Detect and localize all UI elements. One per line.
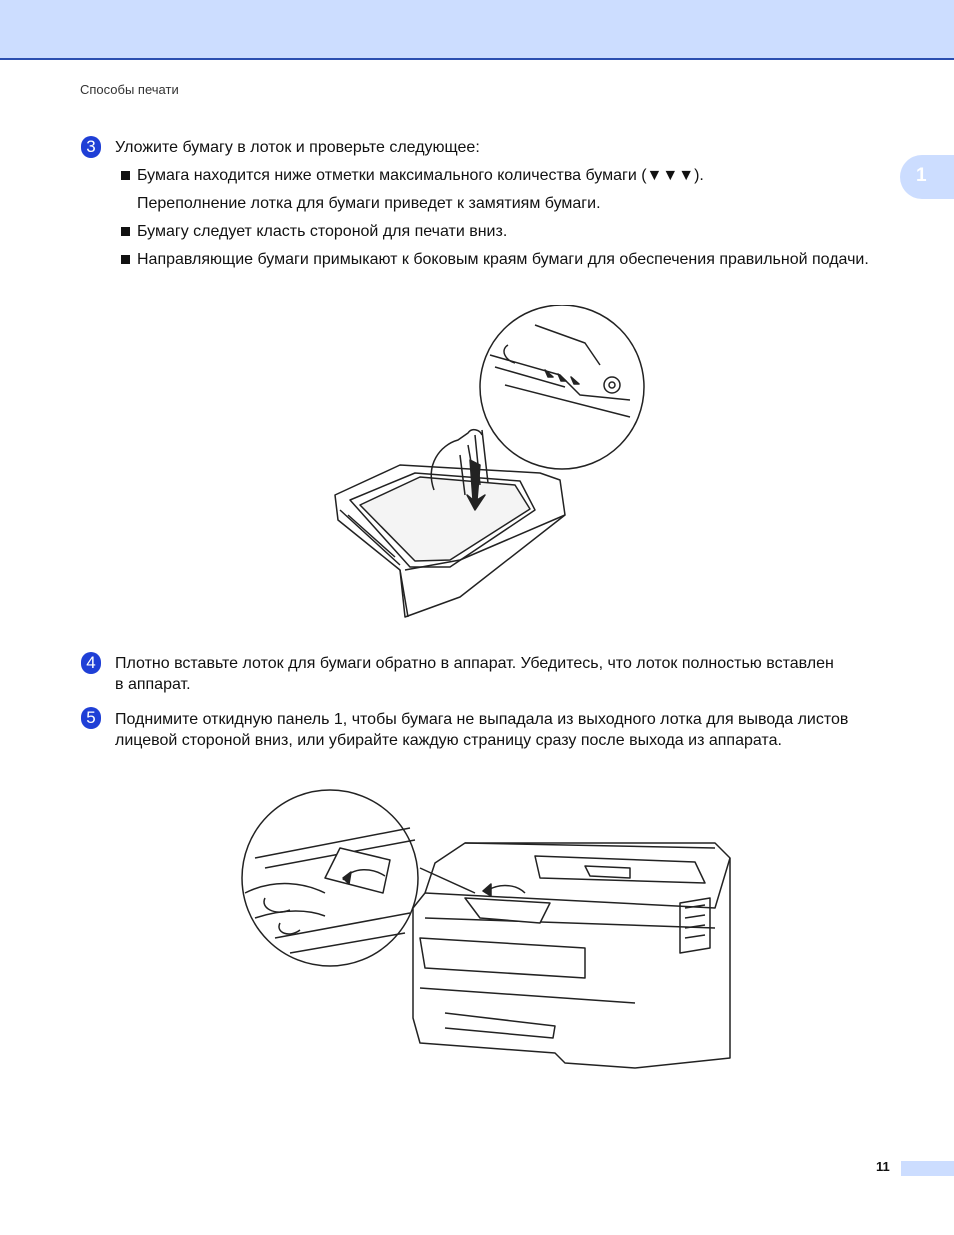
bullet-icon: [121, 255, 130, 264]
bullet-2-text: Бумагу следует класть стороной для печати вниз.: [137, 223, 508, 240]
step-4-line-1: Плотно вставьте лоток для бумаги обратно в аппарат. Убедитесь, что лоток полностью вставлен: [115, 655, 834, 672]
bullet-icon: [121, 227, 130, 236]
printer-output-flap-illustration: [235, 788, 740, 1073]
bullet-1-text: Бумага находится ниже отметки максимального количества бумаги (▼▼▼).: [137, 167, 704, 184]
step-4-badge: 4: [81, 652, 101, 674]
step-5-line-1: Поднимите откидную панель 1, чтобы бумага не выпадала из выходного лотка для вывода листов: [115, 711, 849, 728]
step-4-line-2: в аппарат.: [115, 676, 191, 693]
top-header-band: [0, 0, 954, 60]
bullet-3-text: Направляющие бумаги примыкают к боковым краям бумаги для обеспечения правильной подачи.: [137, 251, 869, 268]
step-5-line-2: лицевой стороной вниз, или убирайте каждую страницу сразу после выхода из аппарата.: [115, 732, 782, 749]
bullet-1-continuation: Переполнение лотка для бумаги приведет к замятиям бумаги.: [137, 195, 601, 212]
step-5-badge: 5: [81, 707, 101, 729]
chapter-tab: [900, 155, 954, 199]
step-3-text: Уложите бумагу в лоток и проверьте следующее:: [115, 139, 480, 156]
footer-bar: [901, 1161, 954, 1176]
page-number: 11: [876, 1159, 890, 1174]
chapter-number: 1: [916, 165, 927, 186]
step-3-badge: 3: [81, 136, 101, 158]
paper-tray-illustration: [330, 305, 650, 627]
section-title: Способы печати: [80, 82, 179, 97]
bullet-icon: [121, 171, 130, 180]
